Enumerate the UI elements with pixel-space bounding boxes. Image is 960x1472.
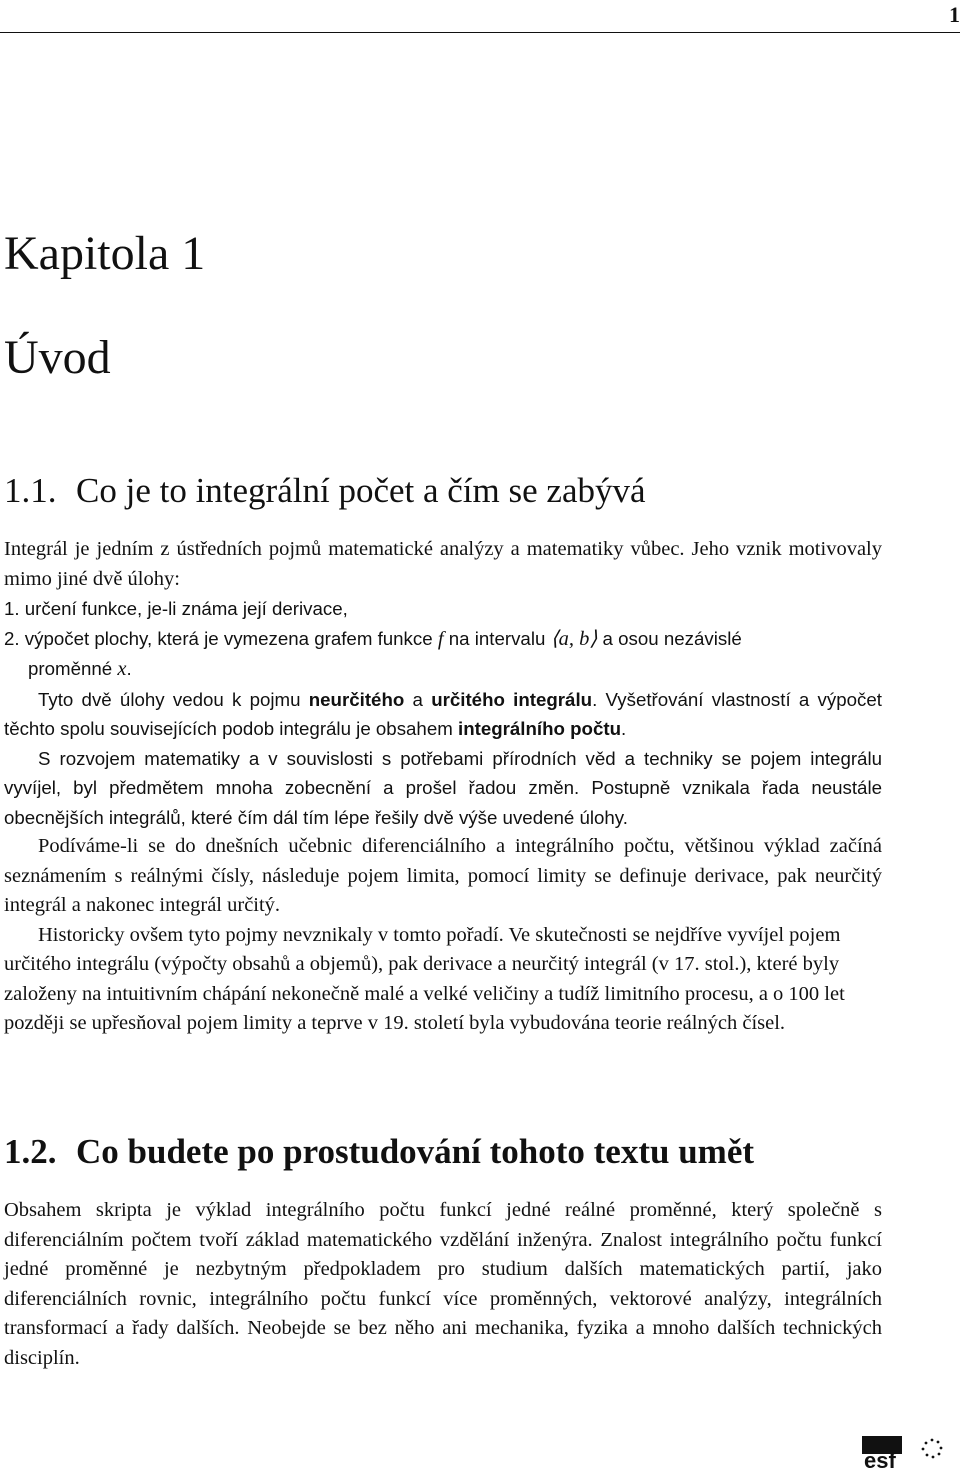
paragraph-section-2: Obsahem skripta je výklad integrálního počtu funkcí jedné reálné proměnné, který společně s diferenciálním počtem tvoří základ matematického vzdělání inženýra. Znalost integrálního počtu funkcí jedné proměnné je nezbytným předpokladem pro studium dalších matematických partií, jako diferenciálních rovnic, integrálního počtu funkcí více proměnných, vektorové analýzy, integrálních transformací a řady dalších. Neobejde se bez něho ani mechanika, fyzika a mnoho dalších technických disciplín. (4, 1199, 882, 1369)
chapter-title: Úvod (4, 331, 111, 384)
paragraph-3: Podíváme-li se do dnešních učebnic diferenciálního a integrálního počtu, většinou výklad začíná seznámením s reálnými čísly, následuje pojem limita, pomocí limity se definuje derivace, pak neurčitý integrál a nakonec integrál určitý. (4, 835, 882, 916)
section-2-body (4, 1196, 882, 1373)
paragraph-1: Tyto dvě úlohy vedou k pojmu neurčitého a určitého integrálu. Vyšetřování vlastností a výpočet těchto spolu souvisejících podob integrálu je obsahem integrálního počtu. (4, 688, 882, 739)
esf-logo (860, 1434, 946, 1470)
list-item-2: 2. výpočet plochy, která je vymezena grafem funkce f na intervalu ⟨a, b⟩ a osou nezávislé proměnné x. (4, 627, 742, 680)
section-title: Co je to integrální počet a čím se zabývá (76, 471, 646, 510)
chapter-label: Kapitola 1 (4, 227, 206, 280)
section-number: 1.2. (4, 1132, 57, 1171)
section-number: 1.1. (4, 471, 57, 510)
paragraph-2: S rozvojem matematiky a v souvislosti s potřebami přírodních věd a techniky se pojem integrálu vyvíjel, byl předmětem mnoha zobecnění a prošel řadou změn. Postupně vznikala řada neustále obecnějších integrálů, které čím dál tím lépe řešily dvě výše uvedené úlohy. (4, 747, 882, 828)
logo-text: esf (864, 1448, 896, 1470)
eu-stars-icon (922, 1439, 943, 1459)
paragraph-4: Historicky ovšem tyto pojmy nevznikaly v tomto pořadí. Ve skutečnosti se nejdříve vyvíjel pojem určitého integrálu (výpočty obsahů a objemů), pak derivace a neurčitý integrál (v 17. stol.), které byly založeny na intuitivním chápání nekonečně malé a velké veličiny a tudíž limitního procesu, a o 100 let později se upřesňoval pojem limity a teprve v 19. století byla vybudována teorie reálných čísel. (4, 923, 845, 1034)
page-number: 1 (949, 2, 960, 27)
paragraph-intro: Integrál je jedním z ústředních pojmů matematické analýzy a matematiky vůbec. Jeho vznik motivovaly mimo jiné dvě úlohy: (4, 538, 882, 590)
section-heading-2 (4, 1130, 754, 1174)
section-heading-1 (4, 469, 646, 513)
list-item-1: 1. určení funkce, je-li známa její derivace, (4, 598, 348, 619)
section-title: Co budete po prostudování tohoto textu umět (76, 1132, 755, 1171)
header-rule (0, 32, 960, 33)
section-1-body (4, 535, 882, 1039)
